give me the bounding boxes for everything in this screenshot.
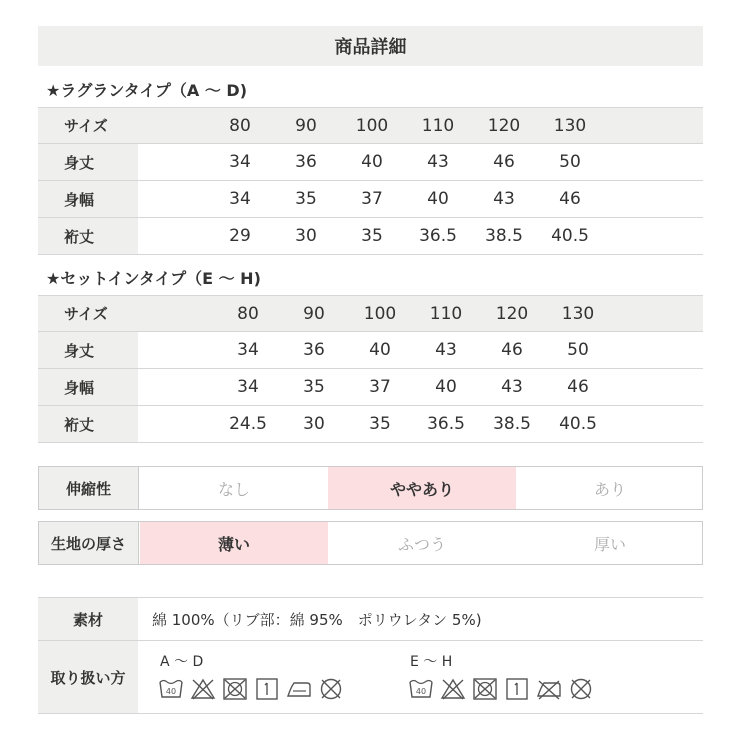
care-group-label: A ～ D <box>160 654 204 670</box>
value-cell: 46 <box>493 152 515 172</box>
size-cell: 80 <box>237 303 259 324</box>
value-cell: 38.5 <box>493 414 531 434</box>
thickness-label: 生地の厚さ <box>39 522 139 564</box>
line-dry-icon <box>254 677 280 701</box>
size-cell: 90 <box>303 303 325 324</box>
care-row <box>38 641 703 714</box>
size-cell: 120 <box>487 115 521 136</box>
value-cell: 34 <box>237 340 259 360</box>
value-cell: 50 <box>559 152 581 172</box>
material-label: 素材 <box>38 598 138 640</box>
value-cell: 40.5 <box>559 414 597 434</box>
size-cell: 110 <box>421 115 455 136</box>
row-label: 身丈 <box>38 144 138 180</box>
size-cell: 120 <box>495 303 529 324</box>
row-label: 裄丈 <box>38 218 138 254</box>
thickness-option-normal: ふつう <box>397 534 446 554</box>
size-cell: 90 <box>295 115 317 136</box>
size-cell: 100 <box>355 115 389 136</box>
thickness-scale <box>38 521 703 565</box>
value-cell: 40 <box>435 377 457 397</box>
stretch-scale <box>38 466 703 510</box>
value-cell: 34 <box>229 189 251 209</box>
stretch-option-slight: ややあり <box>328 467 516 509</box>
value-cell: 34 <box>237 377 259 397</box>
table-row <box>38 406 703 443</box>
value-cell: 30 <box>295 226 317 246</box>
svg-text:40: 40 <box>165 687 177 696</box>
size-header-row <box>38 295 703 332</box>
value-cell: 36 <box>295 152 317 172</box>
no-tumble-dry-icon <box>222 677 248 701</box>
table-row <box>38 181 703 218</box>
no-iron-icon <box>536 677 562 701</box>
table-row <box>38 144 703 181</box>
row-label: 裄丈 <box>38 406 138 442</box>
stretch-option-yes: あり <box>593 479 626 499</box>
value-cell: 24.5 <box>229 414 267 434</box>
table-row <box>38 332 703 369</box>
value-cell: 43 <box>501 377 523 397</box>
svg-text:40: 40 <box>415 687 427 696</box>
size-cell: 130 <box>553 115 587 136</box>
table-row <box>38 218 703 255</box>
thickness-option-thick: 厚い <box>593 534 626 554</box>
value-cell: 46 <box>559 189 581 209</box>
value-cell: 30 <box>303 414 325 434</box>
value-cell: 50 <box>567 340 589 360</box>
care-label: 取り扱い方 <box>38 641 138 713</box>
value-cell: 34 <box>229 152 251 172</box>
value-cell: 35 <box>303 377 325 397</box>
size-cell: 80 <box>229 115 251 136</box>
row-label: 身幅 <box>38 369 138 405</box>
table-row <box>38 369 703 406</box>
value-cell: 37 <box>361 189 383 209</box>
value-cell: 43 <box>435 340 457 360</box>
value-cell: 40.5 <box>551 226 589 246</box>
size-cell: 130 <box>561 303 595 324</box>
value-cell: 43 <box>493 189 515 209</box>
raglan-type-heading: ★ラグランタイプ（A ～ D) <box>46 81 248 100</box>
material-row <box>38 598 703 641</box>
no-bleach-icon <box>440 677 466 701</box>
value-cell: 35 <box>295 189 317 209</box>
value-cell: 46 <box>567 377 589 397</box>
no-tumble-dry-icon <box>472 677 498 701</box>
stretch-option-none: なし <box>217 479 250 499</box>
row-label: サイズ <box>38 296 138 331</box>
material-value: 綿 100%（リブ部：綿 95% ポリウレタン 5%) <box>152 611 482 629</box>
material-care-table <box>38 597 703 713</box>
value-cell: 46 <box>501 340 523 360</box>
value-cell: 40 <box>361 152 383 172</box>
value-cell: 35 <box>369 414 391 434</box>
size-cell: 100 <box>363 303 397 324</box>
stretch-label: 伸縮性 <box>39 467 139 509</box>
line-dry-icon <box>504 677 530 701</box>
value-cell: 36.5 <box>419 226 457 246</box>
size-header-row <box>38 107 703 144</box>
value-cell: 40 <box>369 340 391 360</box>
care-group-label: E ～ H <box>410 654 453 670</box>
thickness-option-thin: 薄い <box>140 522 328 564</box>
value-cell: 29 <box>229 226 251 246</box>
value-cell: 37 <box>369 377 391 397</box>
value-cell: 36.5 <box>427 414 465 434</box>
row-label: 身幅 <box>38 181 138 217</box>
value-cell: 35 <box>361 226 383 246</box>
wash-40-icon <box>158 677 184 701</box>
no-dry-clean-icon <box>318 677 344 701</box>
size-cell: 110 <box>429 303 463 324</box>
product-details-title: 商品詳細 <box>38 26 703 66</box>
value-cell: 36 <box>303 340 325 360</box>
value-cell: 40 <box>427 189 449 209</box>
row-label: 身丈 <box>38 332 138 368</box>
no-dry-clean-icon <box>568 677 594 701</box>
value-cell: 43 <box>427 152 449 172</box>
iron-low-icon <box>286 677 312 701</box>
value-cell: 38.5 <box>485 226 523 246</box>
row-label: サイズ <box>38 108 138 143</box>
no-bleach-icon <box>190 677 216 701</box>
setin-type-heading: ★セットインタイプ（E ～ H) <box>46 269 261 288</box>
wash-40-icon <box>408 677 434 701</box>
